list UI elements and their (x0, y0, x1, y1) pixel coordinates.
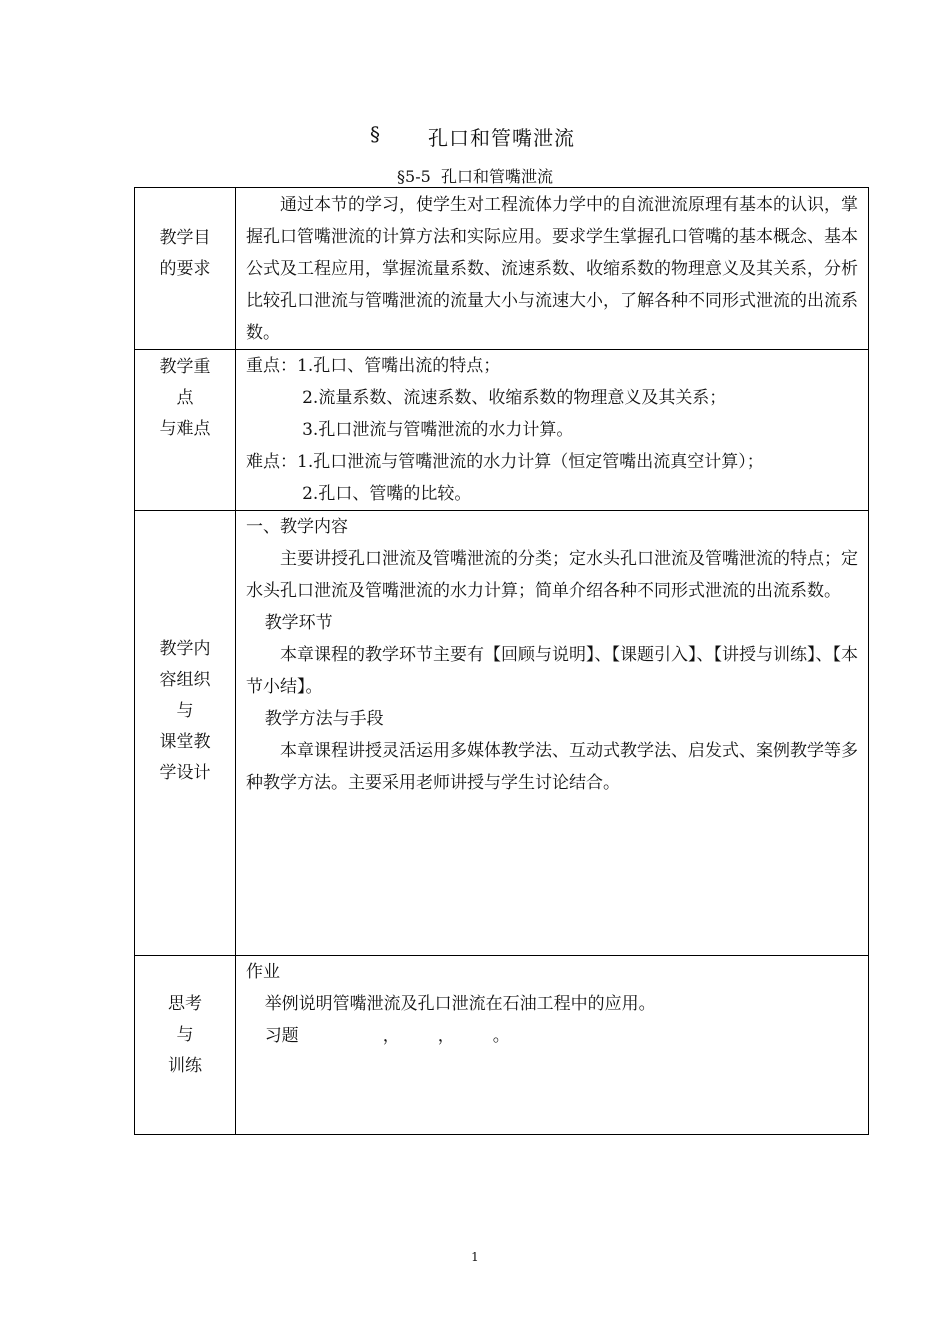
difficulty-line: 难点：1.孔口泄流与管嘴泄流的水力计算（恒定管嘴出流真空计算）； (246, 452, 764, 472)
section-heading: 教学环节 (264, 613, 333, 633)
section-heading: 一、教学内容 (246, 517, 348, 537)
label-line: 与 (176, 1025, 194, 1045)
section-symbol: § (370, 122, 380, 146)
row-label-content-design (135, 511, 236, 956)
label-line: 点 (176, 388, 194, 408)
page-title (0, 122, 950, 152)
label-line: 思考 (168, 994, 202, 1014)
lesson-plan-table (134, 187, 869, 1135)
label-line: 训练 (168, 1056, 202, 1076)
exercise-separator: ， (437, 1026, 455, 1046)
homework-line: 举例说明管嘴泄流及孔口泄流在石油工程中的应用。 (264, 994, 656, 1014)
homework-heading: 作业 (246, 962, 280, 982)
label-line: 学设计 (159, 763, 211, 783)
exercise-separator: ， (382, 1026, 400, 1046)
row-label-objectives (135, 188, 236, 350)
label-line: 与 (176, 701, 194, 721)
exercise-end: 。 (492, 1026, 510, 1046)
row-content-practice (236, 956, 869, 1135)
row-content-objectives (236, 188, 869, 350)
table-row-key-points (135, 350, 869, 511)
label-line: 教学内 (159, 639, 211, 659)
table-row-practice (135, 956, 869, 1135)
section-heading: 教学方法与手段 (264, 709, 384, 729)
label-line: 容组织 (159, 670, 211, 690)
label-line: 与难点 (159, 419, 211, 439)
row-content-key-points (236, 350, 869, 511)
title-text: 孔口和管嘴泄流 (428, 126, 575, 150)
objectives-text: 通过本节的学习，使学生对工程流体力学中的自流泄流原理有基本的认识，掌握孔口管嘴泄流的计算方法和实际应用。要求学生掌握孔口管嘴的基本概念、基本公式及工程应用，掌握流量系数、流速系数、收缩系数的物理意义及其关系，分析比较孔口泄流与管嘴泄流的流量大小与流速大小，了解各种不同形式泄流的出流系数。 (246, 195, 858, 343)
row-label-key-points (135, 350, 236, 511)
key-point-line: 3.孔口泄流与管嘴泄流的水力计算。 (302, 420, 574, 440)
subtitle-text: §5-5 孔口和管嘴泄流 (397, 167, 553, 186)
table-row-objectives (135, 188, 869, 350)
key-point-line: 重点：1.孔口、管嘴出流的特点； (246, 356, 501, 376)
table-row-content-design (135, 511, 869, 956)
label-line: 教学目 (159, 228, 211, 248)
section-paragraph: 主要讲授孔口泄流及管嘴泄流的分类；定水头孔口泄流及管嘴泄流的特点；定水头孔口泄流及管嘴泄流的水力计算；简单介绍各种不同形式泄流的出流系数。 (246, 549, 858, 601)
section-subtitle (0, 164, 950, 187)
section-paragraph: 本章课程的教学环节主要有【回顾与说明】、【课题引入】、【讲授与训练】、【本节小结】。 (246, 645, 858, 697)
row-content-content-design (236, 511, 869, 956)
label-line: 教学重 (159, 357, 211, 377)
exercise-line (246, 1020, 860, 1052)
key-point-line: 2.流量系数、流速系数、收缩系数的物理意义及其关系； (302, 388, 727, 408)
section-paragraph: 本章课程讲授灵活运用多媒体教学法、互动式教学法、启发式、案例教学等多种教学方法。主要采用老师讲授与学生讨论结合。 (246, 741, 858, 793)
difficulty-line: 2.孔口、管嘴的比较。 (302, 484, 472, 504)
page-number: 1 (471, 1250, 479, 1264)
label-line: 课堂教 (159, 732, 211, 752)
row-label-practice (135, 956, 236, 1135)
label-line: 的要求 (159, 259, 211, 279)
exercise-label: 习题 (264, 1026, 299, 1046)
